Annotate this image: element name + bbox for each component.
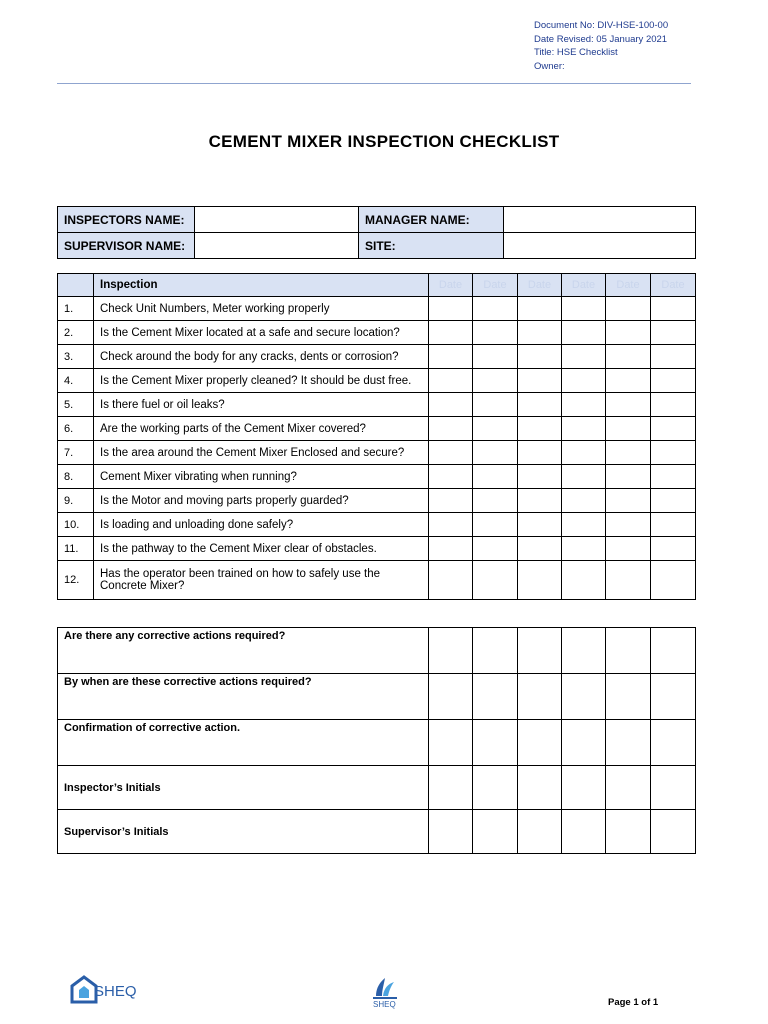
- corrective-question: Are there any corrective actions required?: [58, 628, 429, 674]
- sheq-logo-left: [70, 974, 137, 1011]
- check-cell[interactable]: [651, 321, 696, 345]
- page-number: Page 1 of 1: [608, 997, 659, 1008]
- check-cell[interactable]: [651, 537, 696, 561]
- check-cell[interactable]: [651, 369, 696, 393]
- check-cell[interactable]: [518, 537, 562, 561]
- check-cell[interactable]: [606, 393, 651, 417]
- check-cell[interactable]: [606, 465, 651, 489]
- owner: Owner:: [534, 60, 565, 72]
- check-cell[interactable]: [562, 417, 606, 441]
- check-cell[interactable]: [606, 720, 651, 766]
- date-header: Date: [606, 274, 651, 297]
- manager-name-label: MANAGER NAME:: [359, 207, 504, 233]
- check-cell[interactable]: [429, 674, 473, 720]
- item-text: Is the pathway to the Cement Mixer clear of obstacles.: [94, 537, 429, 561]
- date-header: Date: [562, 274, 606, 297]
- item-text: Is the Cement Mixer located at a safe and secure location?: [94, 321, 429, 345]
- date-header: Date: [473, 274, 518, 297]
- item-text: Is loading and unloading done safely?: [94, 513, 429, 537]
- item-number: 11.: [58, 537, 94, 561]
- item-text: Check around the body for any cracks, dents or corrosion?: [94, 345, 429, 369]
- supervisor-initials-label: Supervisor’s Initials: [58, 810, 429, 854]
- site-field[interactable]: [504, 233, 696, 259]
- corrective-actions-table: [57, 627, 696, 854]
- check-cell[interactable]: [651, 417, 696, 441]
- check-cell[interactable]: [606, 321, 651, 345]
- item-text: Is the Cement Mixer properly cleaned? It should be dust free.: [94, 369, 429, 393]
- check-cell[interactable]: [518, 810, 562, 854]
- check-cell[interactable]: [606, 417, 651, 441]
- logo-left-text: SHEQ: [94, 983, 137, 1000]
- check-cell[interactable]: [562, 766, 606, 810]
- inspector-initials-label: Inspector’s Initials: [58, 766, 429, 810]
- check-cell[interactable]: [651, 766, 696, 810]
- check-cell[interactable]: [473, 674, 518, 720]
- check-cell[interactable]: [518, 345, 562, 369]
- check-cell[interactable]: [562, 321, 606, 345]
- check-cell[interactable]: [518, 674, 562, 720]
- check-cell[interactable]: [562, 810, 606, 854]
- site-label: SITE:: [359, 233, 504, 259]
- check-cell[interactable]: [473, 369, 518, 393]
- check-cell[interactable]: [473, 465, 518, 489]
- check-cell[interactable]: [429, 321, 473, 345]
- check-cell[interactable]: [473, 810, 518, 854]
- item-text: Has the operator been trained on how to safely use the Concrete Mixer?: [94, 561, 429, 600]
- item-number: 10.: [58, 513, 94, 537]
- table-row: [58, 720, 696, 766]
- table-row: [58, 417, 696, 441]
- leaf-icon: [370, 976, 400, 1008]
- check-cell[interactable]: [651, 628, 696, 674]
- inspection-header: Inspection: [94, 274, 429, 297]
- check-cell[interactable]: [429, 489, 473, 513]
- check-cell[interactable]: [429, 561, 473, 600]
- check-cell[interactable]: [606, 513, 651, 537]
- check-cell[interactable]: [651, 810, 696, 854]
- header-divider: [57, 83, 691, 84]
- item-number: 2.: [58, 321, 94, 345]
- check-cell[interactable]: [518, 369, 562, 393]
- check-cell[interactable]: [429, 441, 473, 465]
- check-cell[interactable]: [429, 766, 473, 810]
- check-cell[interactable]: [562, 628, 606, 674]
- check-cell[interactable]: [562, 393, 606, 417]
- item-number: 3.: [58, 345, 94, 369]
- personnel-table: [57, 206, 696, 259]
- check-cell[interactable]: [473, 489, 518, 513]
- item-text: Is the Motor and moving parts properly guarded?: [94, 489, 429, 513]
- item-number: 5.: [58, 393, 94, 417]
- check-cell[interactable]: [518, 489, 562, 513]
- check-cell[interactable]: [606, 345, 651, 369]
- check-cell[interactable]: [518, 417, 562, 441]
- check-cell[interactable]: [606, 537, 651, 561]
- table-row: [58, 513, 696, 537]
- check-cell[interactable]: [473, 561, 518, 600]
- table-row: [58, 628, 696, 674]
- item-text: Is the area around the Cement Mixer Enclosed and secure?: [94, 441, 429, 465]
- sheq-logo-center: [370, 976, 400, 1013]
- check-cell[interactable]: [606, 628, 651, 674]
- check-cell[interactable]: [651, 674, 696, 720]
- item-number: 6.: [58, 417, 94, 441]
- check-cell[interactable]: [651, 489, 696, 513]
- check-cell[interactable]: [473, 321, 518, 345]
- check-cell[interactable]: [562, 465, 606, 489]
- check-cell[interactable]: [473, 441, 518, 465]
- check-cell[interactable]: [429, 393, 473, 417]
- check-cell[interactable]: [606, 674, 651, 720]
- check-cell[interactable]: [562, 561, 606, 600]
- check-cell[interactable]: [518, 720, 562, 766]
- check-cell[interactable]: [562, 537, 606, 561]
- check-cell[interactable]: [473, 628, 518, 674]
- check-cell[interactable]: [651, 393, 696, 417]
- check-cell[interactable]: [429, 465, 473, 489]
- check-cell[interactable]: [518, 465, 562, 489]
- check-cell[interactable]: [606, 489, 651, 513]
- check-cell[interactable]: [562, 513, 606, 537]
- supervisor-name-label: SUPERVISOR NAME:: [58, 233, 195, 259]
- table-row: [58, 465, 696, 489]
- check-cell[interactable]: [518, 321, 562, 345]
- date-header: Date: [518, 274, 562, 297]
- item-number: 7.: [58, 441, 94, 465]
- table-row: [58, 297, 696, 321]
- check-cell[interactable]: [562, 489, 606, 513]
- check-cell[interactable]: [651, 513, 696, 537]
- inspection-table: [57, 273, 696, 600]
- inspector-name-field[interactable]: [195, 207, 359, 233]
- manager-name-field[interactable]: [504, 207, 696, 233]
- check-cell[interactable]: [473, 393, 518, 417]
- inspection-header-row: [58, 274, 696, 297]
- check-cell[interactable]: [429, 720, 473, 766]
- check-cell[interactable]: [651, 345, 696, 369]
- item-text: Is there fuel or oil leaks?: [94, 393, 429, 417]
- check-cell[interactable]: [429, 345, 473, 369]
- check-cell[interactable]: [429, 810, 473, 854]
- check-cell[interactable]: [473, 537, 518, 561]
- number-header: [58, 274, 94, 297]
- table-row: [58, 369, 696, 393]
- check-cell[interactable]: [562, 297, 606, 321]
- item-text: Are the working parts of the Cement Mixer covered?: [94, 417, 429, 441]
- check-cell[interactable]: [562, 345, 606, 369]
- table-row: [58, 321, 696, 345]
- check-cell[interactable]: [606, 810, 651, 854]
- table-row: [58, 441, 696, 465]
- item-number: 4.: [58, 369, 94, 393]
- table-row: [58, 489, 696, 513]
- check-cell[interactable]: [473, 417, 518, 441]
- item-text: Check Unit Numbers, Meter working properly: [94, 297, 429, 321]
- corrective-question: Confirmation of corrective action.: [58, 720, 429, 766]
- check-cell[interactable]: [651, 720, 696, 766]
- check-cell[interactable]: [518, 297, 562, 321]
- check-cell[interactable]: [606, 561, 651, 600]
- table-row: [58, 345, 696, 369]
- date-header: Date: [651, 274, 696, 297]
- date-header: Date: [429, 274, 473, 297]
- check-cell[interactable]: [562, 674, 606, 720]
- item-text: Cement Mixer vibrating when running?: [94, 465, 429, 489]
- document-meta: [534, 19, 668, 73]
- check-cell[interactable]: [562, 369, 606, 393]
- check-cell[interactable]: [518, 766, 562, 810]
- check-cell[interactable]: [518, 513, 562, 537]
- check-cell[interactable]: [429, 297, 473, 321]
- item-number: 8.: [58, 465, 94, 489]
- check-cell[interactable]: [473, 720, 518, 766]
- check-cell[interactable]: [651, 465, 696, 489]
- check-cell[interactable]: [429, 369, 473, 393]
- check-cell[interactable]: [473, 513, 518, 537]
- check-cell[interactable]: [429, 417, 473, 441]
- check-cell[interactable]: [606, 297, 651, 321]
- table-row: [58, 674, 696, 720]
- table-row: [58, 810, 696, 854]
- table-row: [58, 561, 696, 600]
- table-row: [58, 766, 696, 810]
- supervisor-name-field[interactable]: [195, 233, 359, 259]
- check-cell[interactable]: [518, 628, 562, 674]
- page-title: CEMENT MIXER INSPECTION CHECKLIST: [208, 132, 560, 151]
- check-cell[interactable]: [518, 441, 562, 465]
- check-cell[interactable]: [473, 297, 518, 321]
- check-cell[interactable]: [651, 441, 696, 465]
- date-revised: Date Revised: 05 January 2021: [534, 33, 668, 45]
- document-title-meta: Title: HSE Checklist: [534, 47, 618, 58]
- item-number: 9.: [58, 489, 94, 513]
- house-icon: [70, 974, 137, 1006]
- check-cell[interactable]: [606, 369, 651, 393]
- check-cell[interactable]: [651, 561, 696, 600]
- check-cell[interactable]: [429, 628, 473, 674]
- check-cell[interactable]: [518, 393, 562, 417]
- corrective-question: By when are these corrective actions required?: [58, 674, 429, 720]
- inspector-name-label: INSPECTORS NAME:: [58, 207, 195, 233]
- table-row: [58, 537, 696, 561]
- check-cell[interactable]: [429, 537, 473, 561]
- check-cell[interactable]: [518, 561, 562, 600]
- check-cell[interactable]: [562, 441, 606, 465]
- item-number: 1.: [58, 297, 94, 321]
- check-cell[interactable]: [606, 441, 651, 465]
- item-number: 12.: [58, 561, 94, 600]
- check-cell[interactable]: [473, 345, 518, 369]
- check-cell[interactable]: [429, 513, 473, 537]
- check-cell[interactable]: [473, 766, 518, 810]
- check-cell[interactable]: [606, 766, 651, 810]
- table-row: [58, 393, 696, 417]
- check-cell[interactable]: [562, 720, 606, 766]
- check-cell[interactable]: [651, 297, 696, 321]
- logo-mid-text: SHEQ: [373, 1000, 396, 1009]
- document-number: Document No: DIV-HSE-100-00: [534, 20, 669, 31]
